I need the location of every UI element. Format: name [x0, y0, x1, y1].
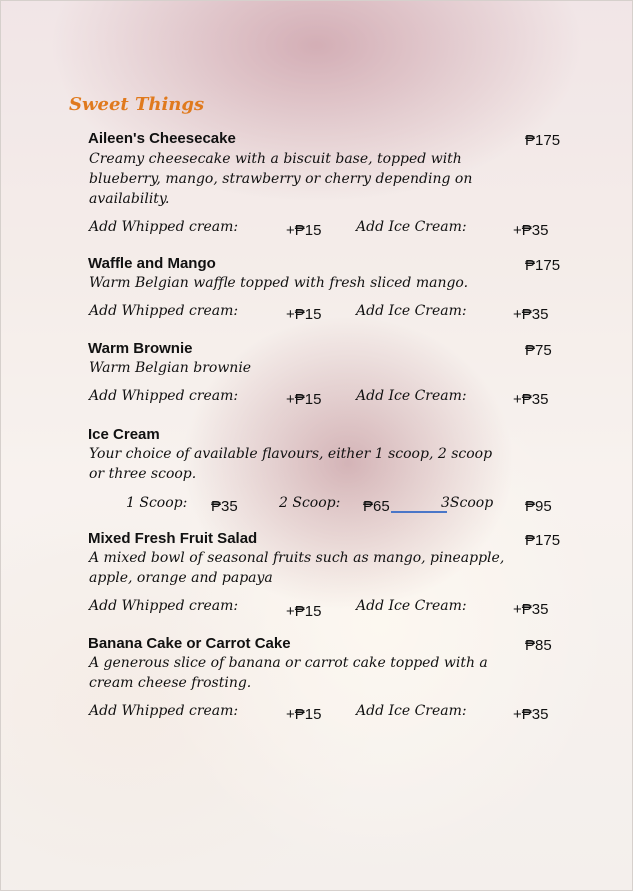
item-description: [89, 444, 529, 484]
addon-whipped-label: Add Whipped cream:: [89, 598, 239, 614]
addon-whipped-price: +₱15: [286, 306, 322, 323]
addon-icecream-price: +₱35: [513, 222, 549, 239]
item-description: [89, 273, 529, 293]
addon-whipped-price: +₱15: [286, 603, 322, 620]
item-price: ₱175: [525, 532, 561, 549]
item-description: [89, 358, 529, 378]
addon-whipped-label: Add Whipped cream:: [89, 703, 239, 719]
item-name: Waffle and Mango: [88, 255, 216, 272]
addon-icecream-label: Add Ice Cream:: [356, 703, 467, 719]
item-name: Aileen's Cheesecake: [88, 130, 236, 147]
description-line: apple, orange and papaya: [89, 570, 273, 586]
section-heading: Sweet Things: [69, 94, 205, 115]
addon-whipped-price: +₱15: [286, 222, 322, 239]
scoop-3-label: 3Scoop: [441, 495, 494, 511]
scoop-1-price: ₱35: [211, 498, 238, 515]
addon-icecream-price: +₱35: [513, 706, 549, 723]
item-name: Warm Brownie: [88, 340, 193, 357]
addon-whipped-price: +₱15: [286, 706, 322, 723]
item-name: Mixed Fresh Fruit Salad: [88, 530, 258, 547]
item-price: ₱75: [525, 342, 552, 359]
addon-icecream-price: +₱35: [513, 391, 549, 408]
tab-leader-line: [391, 511, 447, 513]
item-name: Banana Cake or Carrot Cake: [88, 635, 291, 652]
scoop-3-price: ₱95: [525, 498, 552, 515]
description-line: availability.: [89, 191, 170, 207]
scoop-2-label: 2 Scoop:: [279, 495, 341, 511]
item-price: ₱175: [525, 257, 561, 274]
description-line: blueberry, mango, strawberry or cherry depending on: [89, 171, 473, 187]
item-description: [89, 548, 529, 588]
description-line: A generous slice of banana or carrot cake topped with a: [89, 655, 488, 671]
addon-icecream-label: Add Ice Cream:: [356, 303, 467, 319]
addon-icecream-label: Add Ice Cream:: [356, 388, 467, 404]
item-description: [89, 149, 529, 209]
scoop-1-label: 1 Scoop:: [126, 495, 188, 511]
scoop-2-price: ₱65: [363, 498, 390, 515]
item-description: [89, 653, 529, 693]
addon-whipped-price: +₱15: [286, 391, 322, 408]
item-price: ₱175: [525, 132, 561, 149]
description-line: Your choice of available flavours, either 1 scoop, 2 scoop: [89, 446, 493, 462]
addon-whipped-label: Add Whipped cream:: [89, 388, 239, 404]
description-line: Warm Belgian brownie: [89, 360, 252, 376]
addon-whipped-label: Add Whipped cream:: [89, 219, 239, 235]
description-line: Creamy cheesecake with a biscuit base, topped with: [89, 151, 462, 167]
description-line: A mixed bowl of seasonal fruits such as mango, pineapple,: [89, 550, 505, 566]
description-line: cream cheese frosting.: [89, 675, 252, 691]
item-name: Ice Cream: [88, 426, 160, 443]
addon-icecream-label: Add Ice Cream:: [356, 219, 467, 235]
addon-icecream-label: Add Ice Cream:: [356, 598, 467, 614]
description-line: Warm Belgian waffle topped with fresh sliced mango.: [89, 275, 469, 291]
addon-icecream-price: +₱35: [513, 601, 549, 618]
addon-whipped-label: Add Whipped cream:: [89, 303, 239, 319]
description-line: or three scoop.: [89, 466, 197, 482]
addon-icecream-price: +₱35: [513, 306, 549, 323]
item-price: ₱85: [525, 637, 552, 654]
